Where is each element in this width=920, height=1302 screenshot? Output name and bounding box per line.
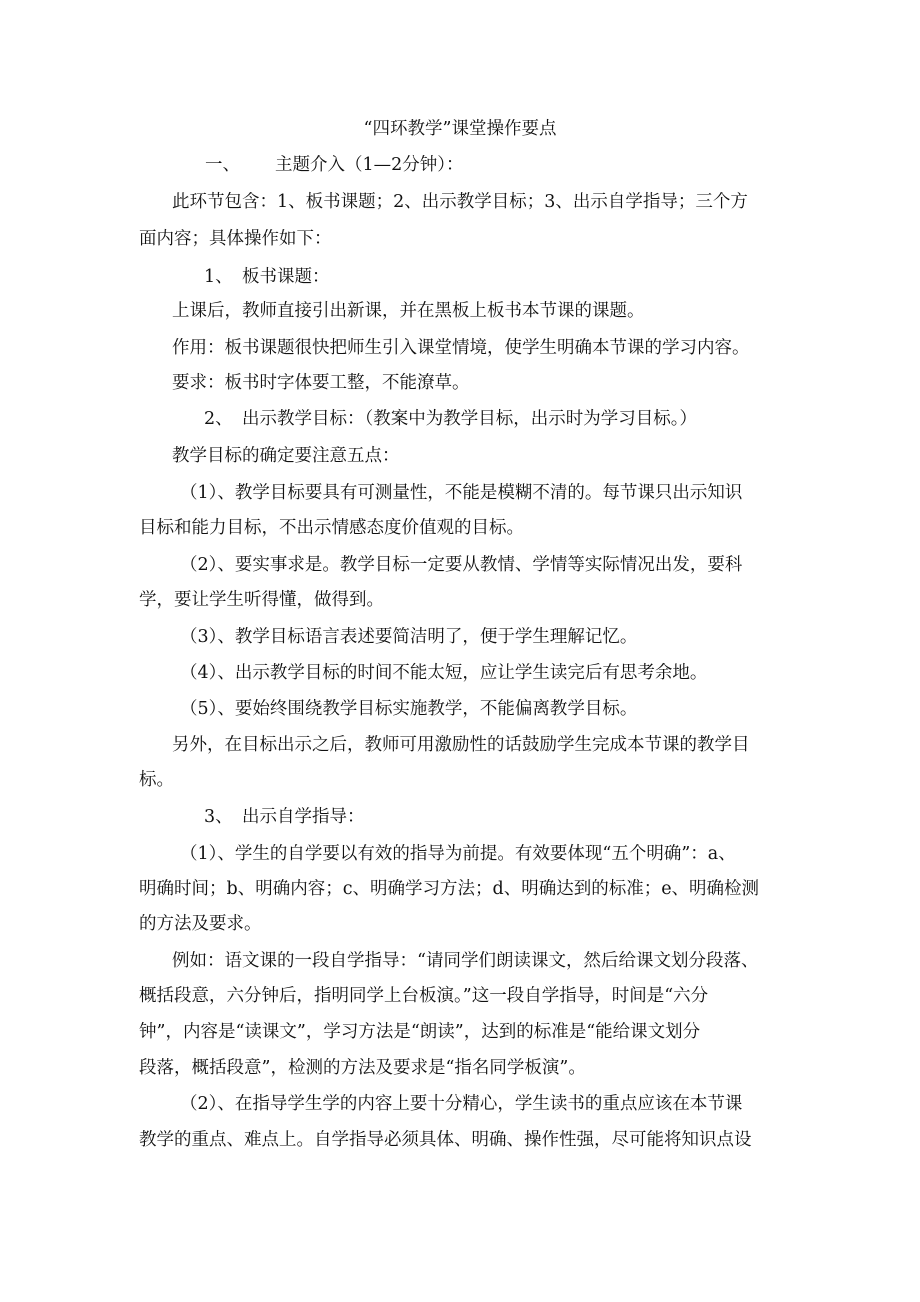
- paragraph-line: 学，要让学生听得懂，做得到。: [139, 590, 384, 610]
- paragraph-line: 上课后，教师直接引出新课，并在黑板上板书本节课的课题。: [172, 301, 645, 321]
- paragraph-line: 标。: [139, 770, 174, 790]
- paragraph-line: 教学的重点、难点上。自学指导必须具体、明确、操作性强，尽可能将知识点设: [139, 1130, 752, 1150]
- paragraph-line: （1）、教学目标要具有可测量性，不能是模糊不清的。每节课只出示知识: [180, 483, 743, 503]
- subsection-heading: [204, 406, 697, 432]
- subsection-heading-text: 出示自学指导：: [242, 807, 365, 827]
- paragraph-line: 此环节包含：1、板书课题；2、出示教学目标；3、出示自学指导；三个方: [172, 192, 748, 212]
- subsection-heading-text: 出示教学目标：（教案中为教学目标，出示时为学习目标。）: [242, 409, 697, 429]
- paragraph-line: （1）、学生的自学要以有效的指导为前提。有效要体现“五个明确”：a、: [180, 844, 736, 864]
- section-number: 一、: [205, 155, 240, 175]
- section-heading-text: 主题介入（1—2分钟）：: [275, 155, 464, 175]
- paragraph-line: （2）、要实事求是。教学目标一定要从教情、学情等实际情况出发，要科: [180, 555, 743, 575]
- paragraph-line: 例如：语文课的一段自学指导：“请同学们朗读课文，然后给课文划分段落、: [172, 951, 759, 971]
- subsection-heading: [204, 804, 365, 830]
- subsection-number: 3、: [204, 807, 233, 827]
- paragraph-line: （5）、要始终围绕教学目标实施教学，不能偏离教学目标。: [180, 699, 638, 719]
- paragraph-line: （4）、出示教学目标的时间不能太短，应让学生读完后有思考余地。: [180, 663, 708, 683]
- document-title: “四环教学”课堂操作要点: [363, 119, 557, 139]
- paragraph-line: 另外，在目标出示之后，教师可用激励性的话鼓励学生完成本节课的教学目: [172, 735, 750, 755]
- paragraph-line: 作用：板书课题很快把师生引入课堂情境，使学生明确本节课的学习内容。: [172, 338, 750, 358]
- subsection-number: 1、: [204, 267, 233, 287]
- paragraph-line: （2）、在指导学生学的内容上要十分精心，学生读书的重点应该在本节课: [180, 1094, 743, 1114]
- paragraph-line: 概括段意，六分钟后，指明同学上台板演。”这一段自学指导，时间是“六分: [139, 986, 709, 1006]
- paragraph-line: （3）、教学目标语言表述要简洁明了，便于学生理解记忆。: [180, 627, 638, 647]
- paragraph-line: 段落，概括段意”，检测的方法及要求是“指名同学板演”。: [139, 1058, 586, 1078]
- paragraph-line: 的方法及要求。: [139, 914, 262, 934]
- section-heading: [205, 152, 464, 178]
- paragraph-line: 面内容；具体操作如下：: [139, 229, 332, 249]
- subsection-heading: [204, 264, 330, 290]
- subsection-heading-text: 板书课题：: [242, 267, 330, 287]
- paragraph-line: 目标和能力目标，不出示情感态度价值观的目标。: [139, 518, 524, 538]
- subsection-number: 2、: [204, 409, 233, 429]
- paragraph-line: 要求：板书时字体要工整，不能潦草。: [172, 373, 470, 393]
- paragraph-line: 教学目标的确定要注意五点：: [172, 446, 400, 466]
- paragraph-line: 钟”，内容是“读课文”，学习方法是“朗读”，达到的标准是“能给课文划分: [139, 1022, 701, 1042]
- paragraph-line: 明确时间；b、明确内容；c、明确学习方法；d、明确达到的标准；e、明确检测: [139, 879, 760, 899]
